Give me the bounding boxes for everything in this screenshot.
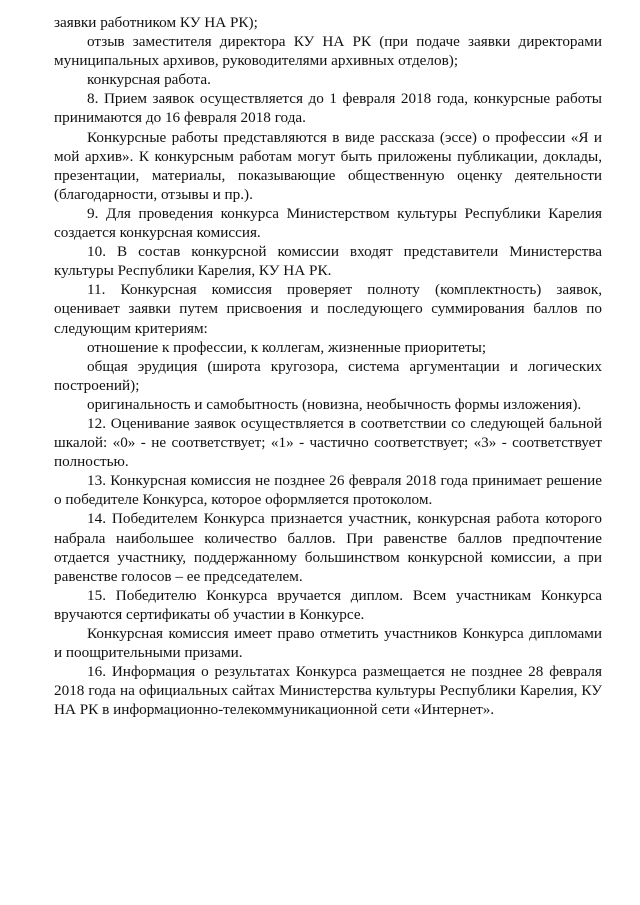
paragraph-criterion-erudition: общая эрудиция (широта кругозора, система аргументации и логических построений); — [54, 357, 602, 394]
paragraph-item-9: 9. Для проведения конкурса Министерством культуры Республики Карелия создается конкурсная комиссия. — [54, 204, 602, 242]
paragraph-essay-format: Конкурсные работы представляются в виде рассказа (эссе) о профессии «Я и мой архив». К конкурсным работам могут быть приложены публикации, доклады, презентации, материалы, показывающие общественную оценку деятельности (благодарности, отзывы и пр.). — [54, 128, 602, 203]
paragraph-commission-awards: Конкурсная комиссия имеет право отметить участников Конкурса дипломами и поощрительными призами. — [54, 625, 602, 662]
paragraph-item-16: 16. Информация о результатах Конкурса размещается не позднее 28 февраля 2018 года на официальных сайтах Министерства культуры Республики Карелия, КУ НА РК в информационно-телекоммуникационной сети «Интернет». — [54, 663, 602, 719]
paragraph-item-13: 13. Конкурсная комиссия не позднее 26 февраля 2018 года принимает решение о победителе Конкурса, которое оформляется протоколом. — [54, 472, 602, 509]
paragraph-item-11: 11. Конкурсная комиссия проверяет полноту (комплектность) заявок, оценивает заявки путем присвоения и последующего суммирования баллов по следующим критериям: — [54, 281, 602, 337]
paragraph-criterion-originality: оригинальность и самобытность (новизна, необычность формы изложения). — [87, 395, 582, 413]
paragraph-item-14: 14. Победителем Конкурса признается участник, конкурсная работа которого набрала наибольшее количество баллов. При равенстве баллов предпочтение отдается участнику, поддержанному большинством конкурсной комиссии, а при равенстве голосов – ее председателем. — [54, 510, 602, 585]
paragraph-item-12: 12. Оценивание заявок осуществляется в соответствии со следующей бальной шкалой: «0» - не соответствует; «1» - частично соответствует; «3» - соответствует полностью. — [54, 414, 602, 471]
paragraph-deputy-review: отзыв заместителя директора КУ НА РК (при подаче заявки директорами муниципальных архивов, руководителями архивных отделов); — [54, 33, 602, 70]
paragraph-item-15: 15. Победителю Конкурса вручается диплом. Всем участникам Конкурса вручаются сертификаты об участии в Конкурсе. — [54, 586, 602, 623]
paragraph-item-8: 8. Прием заявок осуществляется до 1 февраля 2018 года, конкурсные работы принимаются до 16 февраля 2018 года. — [54, 90, 602, 127]
paragraph-criterion-attitude: отношение к профессии, к коллегам, жизненные приоритеты; — [87, 338, 487, 356]
paragraph-applicant-note: заявки работником КУ НА РК); — [54, 14, 258, 31]
paragraph-item-10: 10. В состав конкурсной комиссии входят представители Министерства культуры Республики Карелия, КУ НА РК. — [54, 243, 602, 280]
paragraph-competition-work: конкурсная работа. — [87, 71, 211, 89]
document-page — [54, 13, 602, 719]
